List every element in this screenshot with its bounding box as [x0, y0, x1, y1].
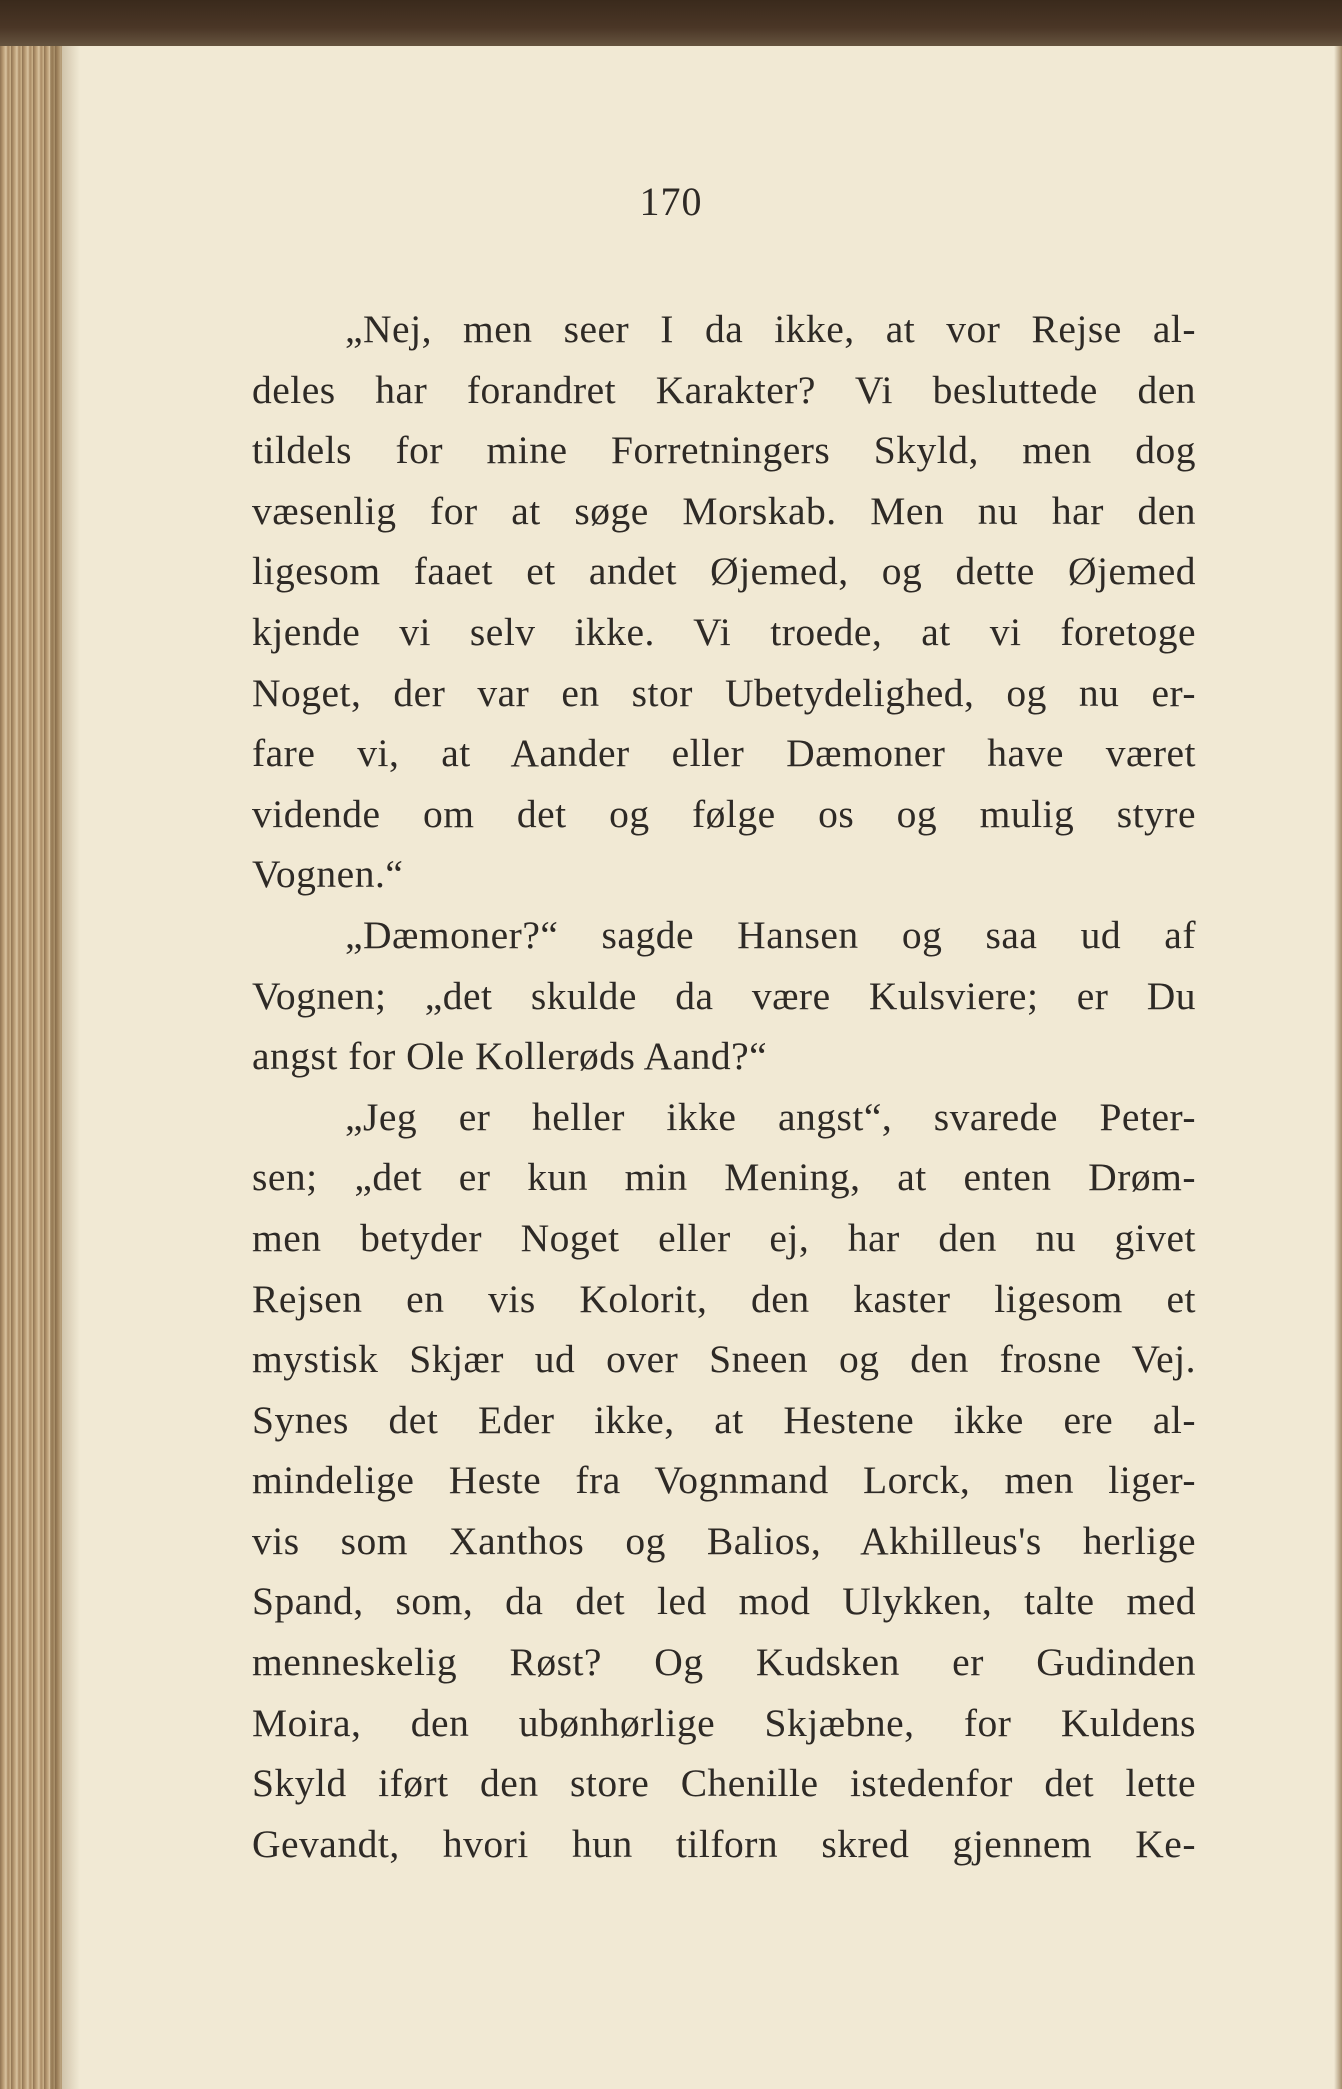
text-line: „Jeg er heller ikke angst“, svarede Peter-: [345, 1094, 1196, 1139]
text-line: „Nej, men seer I da ikke, at vor Rejse al-: [345, 307, 1196, 351]
text-line: Noget, der var en stor Ubetydelighed, og nu er-: [252, 670, 1196, 715]
text-line: Vognen.“: [252, 852, 404, 897]
text-line: Rejsen en vis Kolorit, den kaster ligesom et: [252, 1276, 1196, 1321]
text-line: men betyder Noget eller ej, har den nu givet: [252, 1215, 1196, 1260]
gutter-shadow: [50, 46, 80, 2089]
text-line: kjende vi selv ikke. Vi troede, at vi foretoge: [252, 609, 1196, 654]
text-line: vidende om det og følge os og mulig styre: [252, 791, 1196, 836]
text-line: Gevandt, hvori hun tilforn skred gjennem Ke-: [252, 1821, 1196, 1866]
text-line: Synes det Eder ikke, at Hestene ikke ere al-: [252, 1397, 1196, 1442]
body-text: [252, 299, 1196, 1874]
page-number: 170: [639, 179, 703, 224]
text-line: væsenlig for at søge Morskab. Men nu har den: [252, 488, 1196, 533]
text-line: sen; „det er kun min Mening, at enten Drøm-: [252, 1155, 1196, 1200]
text-line: Vognen; „det skulde da være Kulsviere; er Du: [252, 973, 1196, 1018]
text-line: deles har forandret Karakter? Vi besluttede den: [252, 367, 1196, 412]
text-line: ligesom faaet et andet Øjemed, og dette Øjemed: [252, 549, 1196, 594]
text-line: Moira, den ubønhørlige Skjæbne, for Kuldens: [252, 1700, 1196, 1745]
text-line: mystisk Skjær ud over Sneen og den frosne Vej.: [252, 1337, 1196, 1382]
book-top-edge: [0, 0, 1342, 50]
text-line: vis som Xanthos og Balios, Akhilleus's herlige: [252, 1518, 1196, 1563]
text-line: fare vi, at Aander eller Dæmoner have været: [252, 731, 1196, 776]
text-line: angst for Ole Kollerøds Aand?“: [252, 1034, 768, 1079]
text-line: Spand, som, da det led mod Ulykken, talte med: [252, 1579, 1196, 1624]
text-line: mindelige Heste fra Vognmand Lorck, men liger-: [252, 1458, 1196, 1503]
text-line: „Dæmoner?“ sagde Hansen og saa ud af: [345, 912, 1196, 957]
text-line: menneskelig Røst? Og Kudsken er Gudinden: [252, 1640, 1196, 1685]
text-line: tildels for mine Forretningers Skyld, men dog: [252, 428, 1196, 473]
page-right-edge: [1334, 46, 1342, 2089]
text-line: Skyld iført den store Chenille istedenfor det lette: [252, 1761, 1196, 1806]
